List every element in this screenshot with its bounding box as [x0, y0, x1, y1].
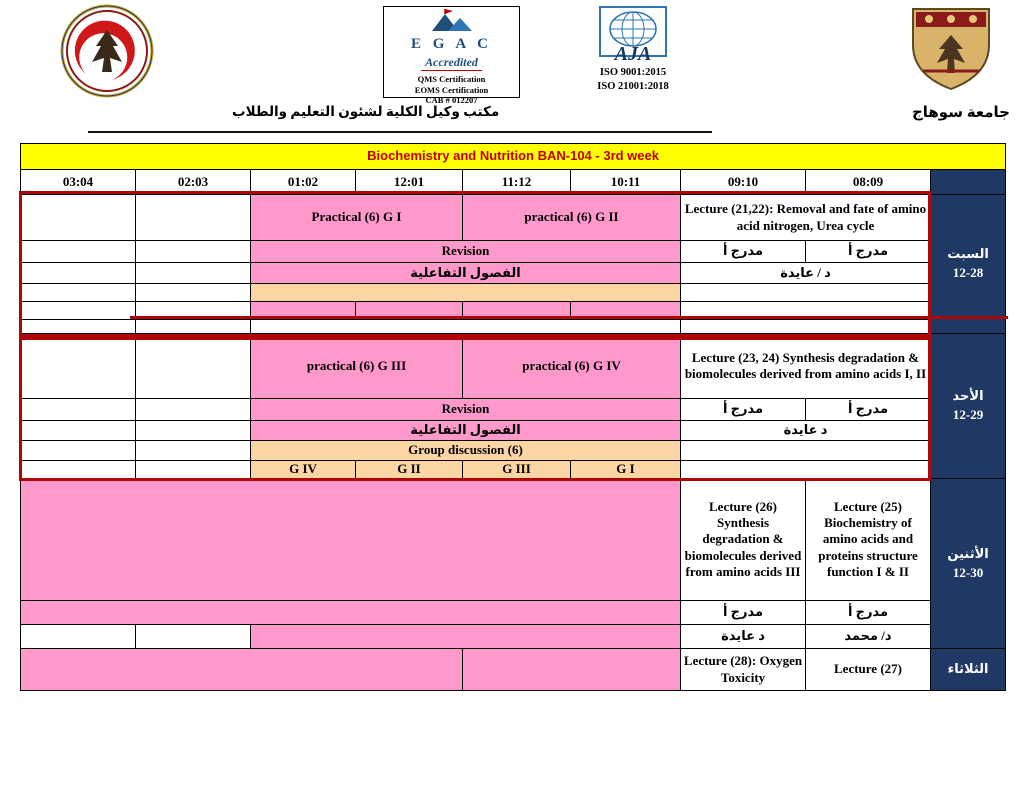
time-col-5: 11:12: [463, 170, 571, 195]
cell-sun-hall-1: مدرج أ: [681, 399, 806, 421]
empty-cell: [136, 241, 251, 263]
cell-sat-pink-empty: [571, 302, 681, 320]
empty-cell: [136, 461, 251, 479]
cell-sat-lecture: Lecture (21,22): Removal and fate of amino acid nitrogen, Urea cycle: [681, 195, 931, 241]
cell-sat-pink-empty: [356, 302, 463, 320]
egac-cert-line-1: QMS Certification: [417, 74, 486, 84]
empty-cell: [21, 334, 136, 399]
cell-sun-lecture: Lecture (23, 24) Synthesis degradation & biomolecules derived from amino acids I, II: [681, 334, 931, 399]
time-col-1: 03:04: [21, 170, 136, 195]
cell-mon-instructor-2: د/ محمد: [806, 625, 931, 649]
egac-accreditation-badge: [383, 6, 520, 106]
time-col-2: 02:03: [136, 170, 251, 195]
cell-sat-revision: Revision: [251, 241, 681, 263]
cell-mon-hall-2: مدرج أ: [806, 601, 931, 625]
cell-mon-lecture-26: Lecture (26) Synthesis degradation & biomolecules derived from amino acids III: [681, 479, 806, 601]
empty-cell: [136, 441, 251, 461]
empty-cell: [136, 284, 251, 302]
cell-sun-group-1: G IV: [251, 461, 356, 479]
egac-cert-line-3: CAB # 012207: [425, 95, 478, 106]
day-saturday-name: السبت: [947, 246, 989, 262]
egac-letters: E G A C: [411, 36, 492, 52]
header-underline: [88, 131, 712, 133]
time-header-row: [21, 170, 1006, 195]
empty-cell: [136, 320, 251, 334]
cell-mon-pink-row: [21, 601, 681, 625]
day-monday: [931, 479, 1006, 649]
egac-mountain-icon: [430, 9, 474, 31]
empty-cell: [21, 461, 136, 479]
empty-cell: [681, 320, 931, 334]
cell-sun-group-2: G II: [356, 461, 463, 479]
aja-iso-line-1: ISO 9001:2015: [599, 67, 667, 78]
time-col-7: 09:10: [681, 170, 806, 195]
empty-cell: [21, 421, 136, 441]
empty-cell: [21, 441, 136, 461]
empty-cell: [21, 284, 136, 302]
empty-cell: [681, 284, 931, 302]
aja-name: AJA: [614, 43, 652, 65]
day-sunday-name: الأحد: [952, 388, 984, 404]
cell-sun-instructor: د عايدة: [681, 421, 931, 441]
cell-sun-hall-2: مدرج أ: [806, 399, 931, 421]
empty-cell: [681, 441, 931, 461]
university-crest-icon: [903, 5, 999, 93]
aja-iso-line-2: ISO 21001:2018: [597, 80, 669, 92]
cell-sun-group-3: G III: [463, 461, 571, 479]
office-title: مكتب وكيل الكلية لشئون التعليم والطلاب: [232, 104, 500, 119]
cell-sat-practical-g2: practical (6) G II: [463, 195, 681, 241]
empty-cell: [681, 461, 931, 479]
cell-sat-pink-empty: [463, 302, 571, 320]
empty-cell: [21, 625, 136, 649]
cell-sun-revision: Revision: [251, 399, 681, 421]
empty-cell: [21, 195, 136, 241]
timetable: [20, 143, 1006, 691]
aja-iso-badge: [563, 6, 703, 98]
cell-tue-pink-1: [21, 649, 463, 691]
day-sunday-date: 12-29: [952, 407, 984, 422]
empty-cell: [21, 263, 136, 284]
empty-cell: [136, 334, 251, 399]
cell-sun-group-4: G I: [571, 461, 681, 479]
egac-cert-line-2: EOMS Certification: [414, 84, 489, 95]
cell-sat-hall-1: مدرج أ: [681, 241, 806, 263]
cell-mon-pink-block: [21, 479, 681, 601]
cell-sat-orange-empty: [251, 284, 681, 302]
time-col-3: 01:02: [251, 170, 356, 195]
time-col-8: 08:09: [806, 170, 931, 195]
empty-cell: [21, 399, 136, 421]
empty-cell: [136, 195, 251, 241]
empty-cell: [21, 241, 136, 263]
sohag-university-logo-icon: [56, 4, 158, 98]
egac-accredited-label: Accredited: [421, 55, 482, 71]
day-saturday: [931, 195, 1006, 334]
cell-sat-practical-g1: Practical (6) G I: [251, 195, 463, 241]
day-header-blank: [931, 170, 1006, 195]
time-col-6: 10:11: [571, 170, 681, 195]
cell-tue-pink-2: [463, 649, 681, 691]
cell-mon-instructor-1: د عايدة: [681, 625, 806, 649]
cell-tue-lecture-27: Lecture (27): [806, 649, 931, 691]
empty-cell: [136, 399, 251, 421]
day-tuesday: [931, 649, 1006, 691]
cell-sun-practical-g4: practical (6) G IV: [463, 334, 681, 399]
schedule-title: Biochemistry and Nutrition BAN-104 - 3rd week: [21, 144, 1006, 170]
empty-cell: [21, 320, 136, 334]
day-tuesday-name: الثلاثاء: [947, 661, 989, 677]
empty-cell: [136, 302, 251, 320]
empty-cell: [681, 302, 931, 320]
cell-sat-interactive-classes: الفصول التفاعلية: [251, 263, 681, 284]
day-monday-name: الأثنين: [947, 545, 989, 561]
cell-mon-pink-row-2: [251, 625, 681, 649]
day-monday-date: 12-30: [952, 564, 984, 580]
empty-cell: [251, 320, 681, 334]
cell-mon-hall-1: مدرج أ: [681, 601, 806, 625]
time-col-4: 12:01: [356, 170, 463, 195]
cell-sun-practical-g3: practical (6) G III: [251, 334, 463, 399]
empty-cell: [21, 302, 136, 320]
cell-mon-lecture-25: Lecture (25) Biochemistry of amino acids and proteins structure function I & II: [806, 479, 931, 601]
empty-cell: [136, 263, 251, 284]
day-sunday: [931, 334, 1006, 479]
day-saturday-date: 12-28: [952, 265, 984, 280]
cell-sat-hall-2: مدرج أ: [806, 241, 931, 263]
cell-tue-lecture-28: Lecture (28): Oxygen Toxicity: [681, 649, 806, 691]
empty-cell: [136, 625, 251, 649]
university-name: جامعة سوهاج: [911, 105, 1010, 121]
cell-sun-interactive-classes: الفصول التفاعلية: [251, 421, 681, 441]
cell-sat-pink-empty: [251, 302, 356, 320]
empty-cell: [136, 421, 251, 441]
cell-sat-instructor: د / عايدة: [681, 263, 931, 284]
cell-sun-group-discussion: Group discussion (6): [251, 441, 681, 461]
